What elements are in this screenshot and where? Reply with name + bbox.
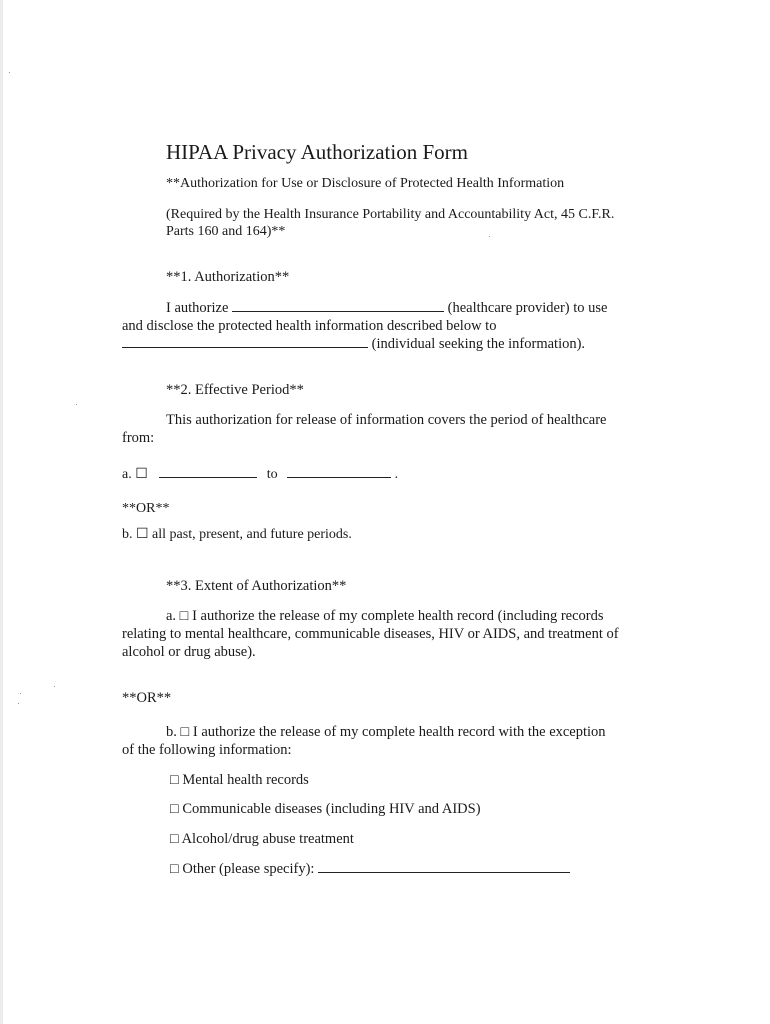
extent-or-label: **OR** [122,690,172,706]
period-option-a[interactable] [122,466,398,483]
exception-other-label[interactable]: □ Other (please specify): [170,861,315,877]
scan-speck [54,686,55,687]
period-start-blank[interactable] [159,477,257,478]
extent-option-a-line3: alcohol or drug abuse). [122,644,256,660]
period-option-a-checkbox[interactable]: a. ☐ [122,467,148,482]
period-option-b[interactable]: b. ☐ all past, present, and future periods. [122,527,352,542]
exception-communicable-diseases[interactable]: □ Communicable diseases (including HIV and AIDS) [170,801,481,817]
scan-speck [20,693,21,694]
exception-other-blank[interactable] [318,872,570,873]
section3-heading: **3. Extent of Authorization** [166,578,347,594]
period-or-label: **OR** [122,501,170,516]
individual-line [122,336,585,353]
section1-line2: and disclose the protected health information described below to [122,318,497,334]
scan-speck [9,72,10,73]
provider-suffix: (healthcare provider) to use [447,300,608,316]
scan-speck [76,404,77,405]
section2-line2: from: [122,430,155,446]
scan-speck [489,236,490,237]
period-to-label: to [266,467,278,482]
extent-option-b-line2: of the following information: [122,742,292,758]
extent-option-b-line1[interactable]: b. □ I authorize the release of my complete health record with the exception [166,724,606,740]
authorize-prefix: I authorize [166,300,229,316]
exception-mental-health[interactable]: □ Mental health records [170,772,309,788]
period-end-blank[interactable] [287,477,391,478]
extent-option-a-line1[interactable]: a. □ I authorize the release of my complete health record (including records [166,608,604,624]
page-edge [0,0,3,1024]
scan-speck [18,703,19,704]
section1-heading: **1. Authorization** [166,269,290,285]
form-subtitle: **Authorization for Use or Disclosure of Protected Health Information [166,176,565,191]
extent-option-a-line2: relating to mental healthcare, communicable diseases, HIV or AIDS, and treatment of [122,626,619,642]
exception-other[interactable] [170,861,570,878]
individual-name-blank[interactable] [122,347,368,348]
required-note-line1: (Required by the Health Insurance Portability and Accountability Act, 45 C.F.R. [166,207,615,222]
section2-line1: This authorization for release of information covers the period of healthcare [166,412,607,428]
required-note-line2: Parts 160 and 164)** [166,224,286,239]
exception-alcohol-drug[interactable]: □ Alcohol/drug abuse treatment [170,831,354,847]
provider-name-blank[interactable] [232,311,444,312]
form-title: HIPAA Privacy Authorization Form [166,140,468,164]
section2-heading: **2. Effective Period** [166,382,304,398]
period-end-mark: . [394,467,399,482]
authorize-line [166,300,607,317]
individual-suffix: (individual seeking the information). [371,336,586,352]
